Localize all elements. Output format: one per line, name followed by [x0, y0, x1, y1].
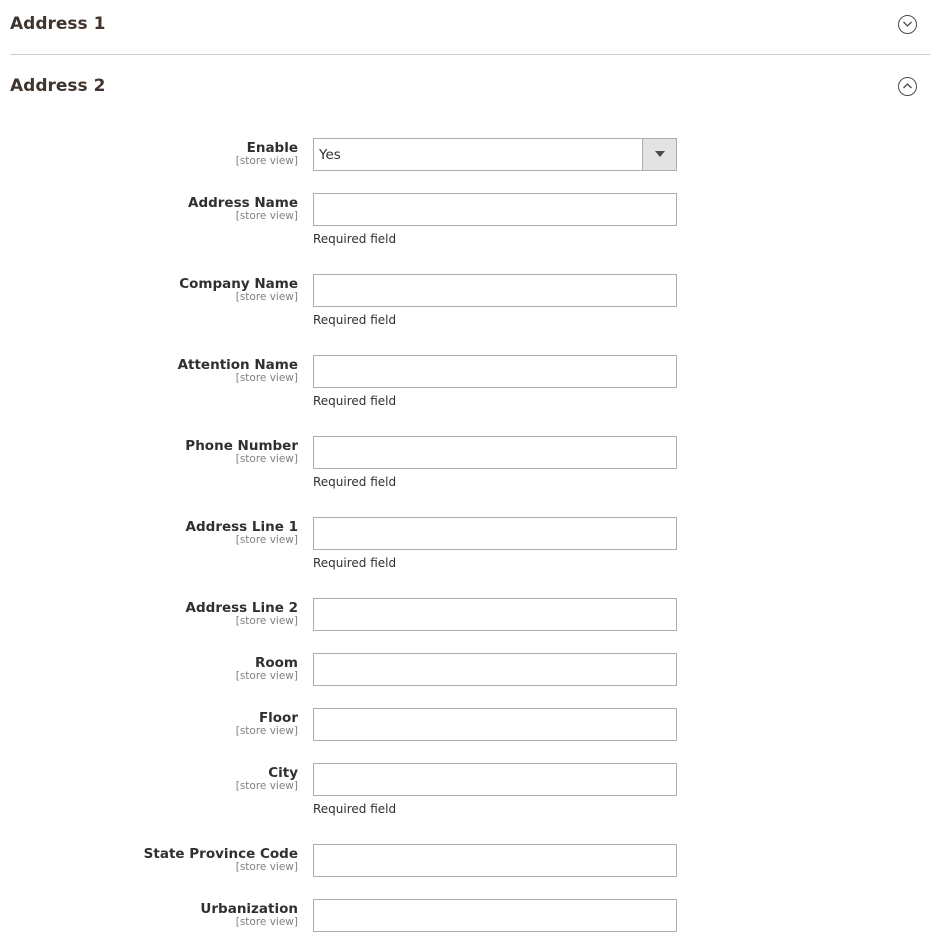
required-note: Required field [313, 313, 397, 327]
field-label: City [268, 765, 298, 781]
state-province-code-input[interactable] [313, 844, 677, 877]
required-note: Required field [313, 232, 397, 246]
scope-label: [store view] [235, 780, 298, 792]
urbanization-input[interactable] [313, 899, 677, 932]
field-label: State Province Code [143, 846, 298, 862]
field-label: Address Line 2 [185, 600, 298, 616]
select-value: Yes [319, 147, 341, 163]
field-label: Address Line 1 [185, 519, 298, 535]
chevron-up-circle-icon[interactable] [898, 77, 917, 96]
enable-select[interactable] [313, 138, 677, 171]
field-label: Address Name [188, 195, 298, 211]
scope-label: [store view] [235, 453, 298, 465]
section-header-address-1[interactable] [10, 9, 930, 39]
field-label: Phone Number [185, 438, 298, 454]
required-note: Required field [313, 475, 397, 489]
scope-label: [store view] [235, 725, 298, 737]
field-label: Enable [246, 140, 298, 156]
scope-label: [store view] [235, 291, 298, 303]
field-label: Room [254, 655, 298, 671]
scope-label: [store view] [235, 155, 298, 167]
scope-label: [store view] [235, 615, 298, 627]
company-name-input[interactable] [313, 274, 677, 307]
address-line-2-input[interactable] [313, 598, 677, 631]
chevron-down-circle-icon[interactable] [898, 15, 917, 34]
required-note: Required field [313, 802, 397, 816]
required-note: Required field [313, 394, 397, 408]
field-label: Floor [258, 710, 298, 726]
field-label: Attention Name [177, 357, 298, 373]
required-note: Required field [313, 556, 397, 570]
caret-down-icon [655, 151, 665, 157]
scope-label: [store view] [235, 210, 298, 222]
section-title: Address 1 [10, 14, 106, 34]
floor-input[interactable] [313, 708, 677, 741]
section-header-address-2[interactable] [10, 71, 930, 101]
field-label: Company Name [179, 276, 298, 292]
section-title: Address 2 [10, 76, 106, 96]
city-input[interactable] [313, 763, 677, 796]
scope-label: [store view] [235, 670, 298, 682]
field-label: Urbanization [200, 901, 298, 917]
scope-label: [store view] [235, 534, 298, 546]
section-divider [10, 54, 930, 55]
room-input[interactable] [313, 653, 677, 686]
scope-label: [store view] [235, 861, 298, 873]
address-name-input[interactable] [313, 193, 677, 226]
address-line-1-input[interactable] [313, 517, 677, 550]
scope-label: [store view] [235, 372, 298, 384]
phone-number-input[interactable] [313, 436, 677, 469]
scope-label: [store view] [235, 916, 298, 928]
attention-name-input[interactable] [313, 355, 677, 388]
select-arrow-button[interactable] [642, 139, 676, 170]
